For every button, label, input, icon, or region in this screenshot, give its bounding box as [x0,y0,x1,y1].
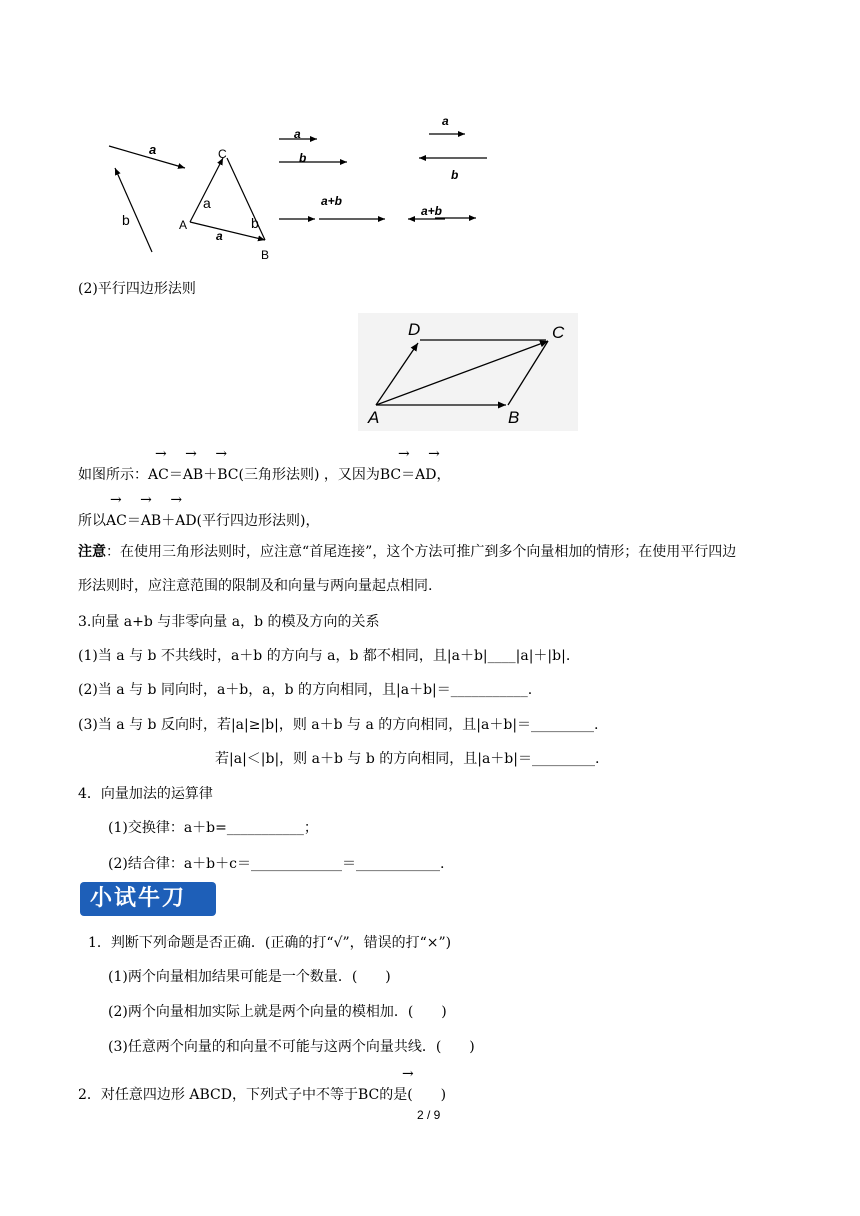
item3-case2: (2)当 a 与 b 同向时，a＋b，a，b 的方向相同，且|a＋b|＝___________. [78,682,533,698]
practice-badge [80,882,216,916]
vector-a-arrow [109,146,185,168]
vector-ad [376,343,418,405]
side-bc [508,341,548,405]
item4-associative: (2)结合律：a＋b＋c＝_____________＝____________. [108,856,445,872]
item3-title: 3.向量 a+b 与非零向量 a，b 的模及方向的关系 [78,614,380,630]
vector-ac [376,341,548,405]
point-a-label: A [368,408,380,427]
same-dir-a-label: a [294,127,301,141]
note-line1 [78,543,736,561]
parallelogram-figure [358,313,578,431]
question2: 2．对任意四边形 ABCD，下列式子中不等于BC的是( ) [78,1087,447,1103]
vector-b-arrow [115,168,152,252]
question2-vector-arrow: → [402,1066,414,1082]
triangle-side-bc [227,158,265,240]
vector-a-label: a [149,142,157,157]
question1: 1．判断下列命题是否正确．(正确的打“√”，错误的打“×”) [88,935,452,951]
question1-item2: (2)两个向量相加实际上就是两个向量的模相加．( ) [108,1004,447,1020]
item4-commutative: (1)交换律：a＋b=___________； [108,820,318,836]
line1-vector-arrows-right: → → [398,446,440,462]
triangle-label-b: b [251,215,259,231]
parallelogram-explanation-line2: 所以AC＝AB＋AD(平行四边形法则)， [78,513,320,529]
point-c-label: C [552,323,565,342]
note-label: 注意 [78,544,106,560]
point-b-label: B [508,408,520,427]
section-parallelogram-title: (2)平行四边形法则 [78,281,196,297]
item3-case3b: 若|a|＜|b|，则 a＋b 与 b 的方向相同，且|a＋b|＝_________. [215,751,600,767]
vector-b-label: b [122,212,130,228]
question1-item3: (3)任意两个向量的和向量不可能与这两个向量共线．( ) [108,1039,475,1055]
vertex-a-label: A [179,218,188,232]
page-number: 2 / 9 [417,1108,441,1122]
opp-dir-b-label: b [451,168,459,182]
triangle-side-ac [190,158,223,222]
item3-case1: (1)当 a 与 b 不共线时，a＋b 的方向与 a，b 都不相同，且|a＋b|____|a|＋|b|. [78,648,571,664]
note-line2: 形法则时，应注意范围的限制及和向量与两向量起点相同. [78,578,433,594]
question1-item1: (1)两个向量相加结果可能是一个数量．( ) [108,969,391,985]
vector-addition-figure [95,110,495,260]
item3-case3: (3)当 a 与 b 反向时，若|a|≥|b|，则 a＋b 与 a 的方向相同，且|a＋b|＝_________. [78,717,599,733]
triangle-label-a1: a [203,195,211,211]
same-dir-sum-label: a+b [321,194,343,208]
practice-badge-text: 小试牛刀 [90,886,187,911]
line1-vector-arrows-left: → → → [155,446,228,462]
point-d-label: D [408,320,421,339]
same-dir-b-label: b [299,151,307,165]
triangle-label-a2: a [216,229,223,243]
vertex-c-label: C [218,147,227,161]
vertex-b-label: B [261,248,270,260]
line2-vector-arrows: → → → [110,492,183,508]
item4-title: 4．向量加法的运算律 [78,786,213,802]
parallelogram-explanation-line1: 如图所示：AC＝AB＋BC(三角形法则) ，又因为BC＝AD， [78,467,451,483]
note-text-1: ：在使用三角形法则时，应注意“首尾连接”，这个方法可推广到多个向量相加的情形；在使用平行四边 [106,544,737,560]
opp-dir-a-label: a [442,114,449,128]
opp-dir-sum-label: a+b [421,204,443,218]
